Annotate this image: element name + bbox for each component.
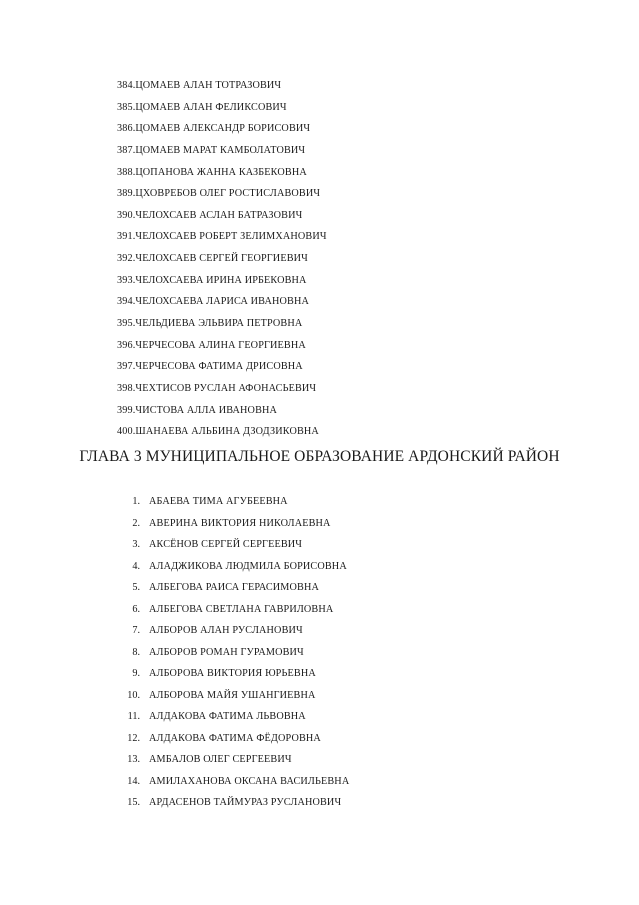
list-item <box>110 599 349 621</box>
list-item <box>110 556 349 578</box>
item-name: АЛДАКОВА ФАТИМА ФЁДОРОВНА <box>149 732 321 744</box>
list-item: 384.ЦОМАЕВ АЛАН ТОТРАЗОВИЧ <box>117 80 282 91</box>
item-number: 7. <box>132 625 140 636</box>
item-name: АЛБОРОВ АЛАН РУСЛАНОВИЧ <box>149 625 303 636</box>
item-name: АВЕРИНА ВИКТОРИЯ НИКОЛАЕВНА <box>149 517 331 529</box>
item-number: 14. <box>127 775 140 787</box>
list-item: 388.ЦОПАНОВА ЖАННА КАЗБЕКОВНА <box>117 166 307 178</box>
item-number: 1. <box>132 496 140 507</box>
item-number: 10. <box>127 689 140 701</box>
list-item <box>110 534 349 556</box>
item-number: 6. <box>132 603 140 615</box>
list-item <box>110 663 349 685</box>
item-name: АЛБОРОВ РОМАН ГУРАМОВИЧ <box>149 646 304 658</box>
list-item: 389.ЦХОВРЕБОВ ОЛЕГ РОСТИСЛАВОВИЧ <box>117 188 321 200</box>
item-name: АЛБОРОВА ВИКТОРИЯ ЮРЬЕВНА <box>149 668 316 679</box>
list-item: 385.ЦОМАЕВ АЛАН ФЕЛИКСОВИЧ <box>117 101 287 113</box>
list-item: 390.ЧЕЛОХСАЕВ АСЛАН БАТРАЗОВИЧ <box>117 209 303 221</box>
list-item: 398.ЧЕХТИСОВ РУСЛАН АФОНАСЬЕВИЧ <box>117 382 317 394</box>
item-number: 13. <box>127 754 140 765</box>
item-number: 3. <box>132 539 140 550</box>
section-heading: ГЛАВА 3 МУНИЦИПАЛЬНОЕ ОБРАЗОВАНИЕ АРДОНСКИЙ РАЙОН <box>79 448 560 465</box>
list-item <box>110 491 349 513</box>
list-item <box>110 513 349 535</box>
list-item: 386.ЦОМАЕВ АЛЕКСАНДР БОРИСОВИЧ <box>117 123 311 135</box>
list-item: 393.ЧЕЛОХСАЕВА ИРИНА ИРБЕКОВНА <box>117 274 307 286</box>
list-item: 399.ЧИСТОВА АЛЛА ИВАНОВНА <box>117 404 278 416</box>
item-name: АЛДАКОВА ФАТИМА ЛЬВОВНА <box>149 711 306 722</box>
item-name: АМБАЛОВ ОЛЕГ СЕРГЕЕВИЧ <box>149 754 292 765</box>
list-item: 387.ЦОМАЕВ МАРАТ КАМБОЛАТОВИЧ <box>117 144 306 156</box>
list-item: 396.ЧЕРЧЕСОВА АЛИНА ГЕОРГИЕВНА <box>117 339 306 351</box>
list-item <box>110 620 349 642</box>
continued-name-list <box>117 75 327 443</box>
ardon-district-name-list <box>110 491 349 814</box>
item-number: 2. <box>132 517 140 529</box>
item-name: АЛБЕГОВА СВЕТЛАНА ГАВРИЛОВНА <box>149 603 334 615</box>
list-item: 394.ЧЕЛОХСАЕВА ЛАРИСА ИВАНОВНА <box>117 296 309 308</box>
item-name: АЛАДЖИКОВА ЛЮДМИЛА БОРИСОВНА <box>149 560 347 572</box>
list-item <box>110 728 349 750</box>
item-number: 11. <box>127 711 140 722</box>
list-item <box>110 685 349 707</box>
item-name: АБАЕВА ТИМА АГУБЕЕВНА <box>149 496 288 507</box>
item-number: 4. <box>132 560 140 572</box>
item-name: АЛБОРОВА МАЙЯ УШАНГИЕВНА <box>149 689 316 701</box>
list-item <box>110 642 349 664</box>
item-name: АРДАСЕНОВ ТАЙМУРАЗ РУСЛАНОВИЧ <box>149 797 342 808</box>
list-item: 392.ЧЕЛОХСАЕВ СЕРГЕЙ ГЕОРГИЕВИЧ <box>117 253 308 265</box>
item-number: 12. <box>127 732 140 744</box>
list-item: 397.ЧЕРЧЕСОВА ФАТИМА ДРИСОВНА <box>117 361 303 373</box>
item-number: 5. <box>132 582 140 593</box>
item-name: АКСЁНОВ СЕРГЕЙ СЕРГЕЕВИЧ <box>149 539 303 550</box>
list-item <box>110 706 349 728</box>
item-number: 9. <box>132 668 140 679</box>
item-number: 8. <box>132 646 140 658</box>
item-name: АМИЛАХАНОВА ОКСАНА ВАСИЛЬЕВНА <box>149 775 350 787</box>
item-number: 15. <box>127 797 140 808</box>
list-item <box>110 749 349 771</box>
list-item <box>110 577 349 599</box>
item-name: АЛБЕГОВА РАИСА ГЕРАСИМОВНА <box>149 582 319 593</box>
list-item <box>110 771 349 793</box>
list-item: 395.ЧЕЛЬДИЕВА ЭЛЬВИРА ПЕТРОВНА <box>117 318 303 330</box>
list-item: 391.ЧЕЛОХСАЕВ РОБЕРТ ЗЕЛИМХАНОВИЧ <box>117 231 327 243</box>
list-item: 400.ШАНАЕВА АЛЬБИНА ДЗОДЗИКОВНА <box>117 426 319 438</box>
list-item <box>110 792 349 814</box>
